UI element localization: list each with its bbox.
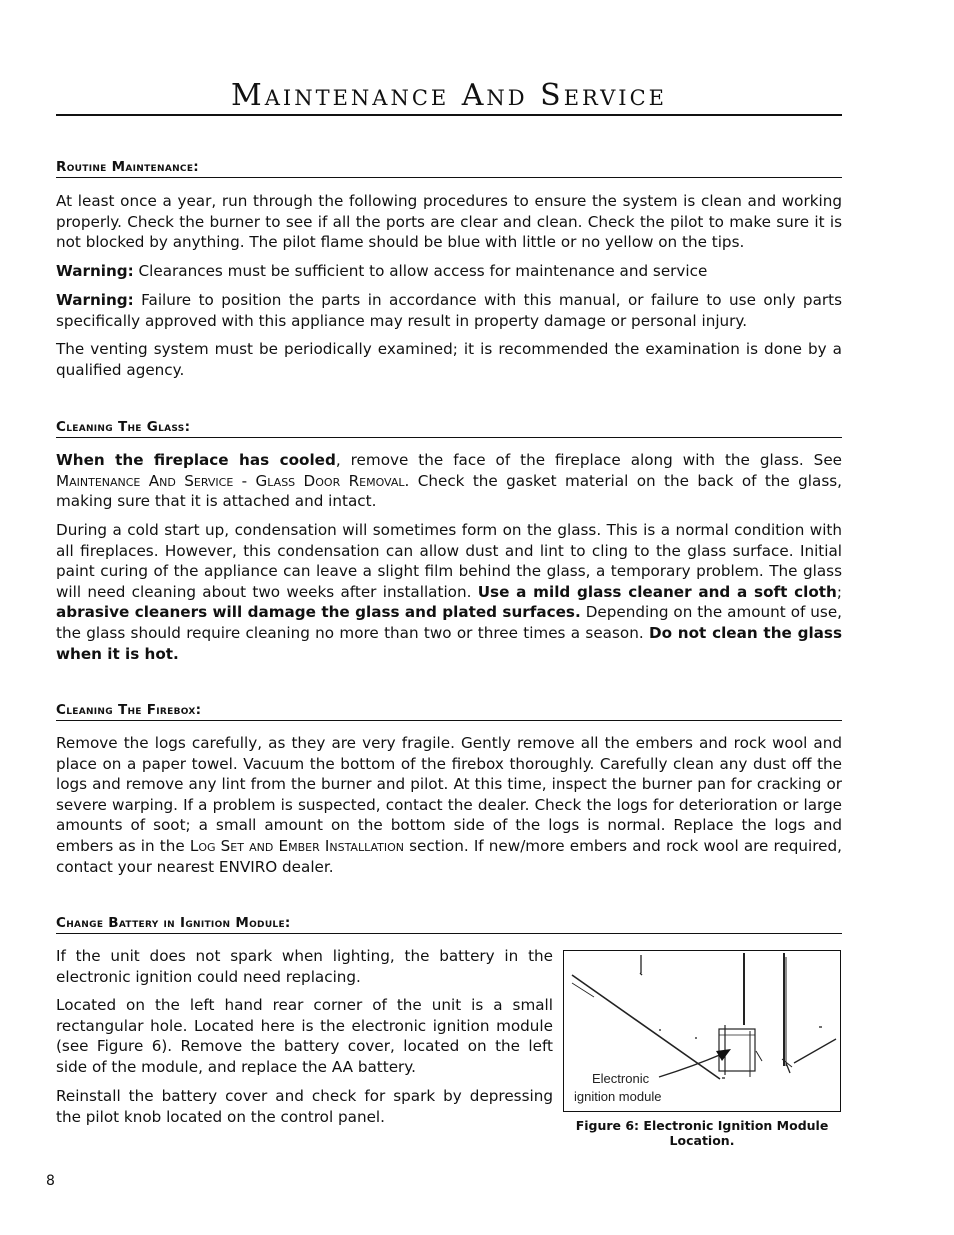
heading-cleaning-firebox: Cleaning The Firebox: — [56, 701, 842, 721]
figure-caption-line2: Location. — [669, 1133, 735, 1148]
page-title: Maintenance And Service — [231, 78, 667, 113]
firebox-paragraph — [56, 733, 842, 877]
glass-p1-text-end: . Check the gasket material on the back of the glass, making sure that it is attached and intact. — [56, 471, 842, 511]
warning-parts — [56, 290, 842, 331]
glass-p2-text: During a cold start up, condensation will sometimes form on the glass. This is a normal condition with all fireplaces. However, this condensation can allow dust and lint to cling to the glass surface. Initial paint curing of the appliance can leave a slight film behind the glass, a temporary problem. The glass will need cleaning about two weeks after installation. — [56, 521, 842, 601]
title-rule — [56, 114, 842, 116]
firebox-text-end: section. If new/more embers and rock wool are required, contact your nearest ENVIRO dealer. — [56, 836, 842, 876]
log-set-ref: Log Set and Ember Installation — [189, 836, 404, 855]
figure-ignition-module — [563, 950, 841, 1112]
battery-paragraph-3: Reinstall the battery cover and check for spark by depressing the pilot knob located on the control panel. — [56, 1087, 553, 1126]
abrasive-warning-bold: abrasive cleaners will damage the glass and plated surfaces. — [56, 603, 581, 622]
heading-cleaning-glass: Cleaning The Glass: — [56, 418, 842, 438]
page-number: 8 — [46, 1173, 55, 1189]
venting-paragraph: The venting system must be periodically examined; it is recommended the examination is done by a qualified agency. — [56, 340, 842, 379]
glass-p2-text-2: Depending on the amount of use, the glass should require cleaning no more than two or three times a season. — [56, 603, 842, 642]
firebox-text: Remove the logs carefully, as they are very fragile. Gently remove all the embers and rock wool and place on a paper towel. Vacuum the bottom of the firebox thoroughly. Carefully clean any dust off the logs and remove any lint from the burner and pilot. At this time, inspect the burner pan for cracking or severe warping. If a problem is suspected, contact the dealer. Check the logs for deterioration or large amounts of soot; a small amount on the bottom side of the logs is normal. Replace the logs and embers as in the — [56, 734, 842, 855]
battery-paragraph-2: Located on the left hand rear corner of the unit is a small rectangular hole. Located here is the electronic ignition module (see Figure 6). Remove the battery cover, located on the left side of the module, and replace the AA battery. — [56, 996, 553, 1076]
warning-label: Warning: — [56, 291, 134, 309]
warning-label: Warning: — [56, 262, 134, 280]
battery-paragraph-1: If the unit does not spark when lighting, the battery in the electronic ignition could need replacing. — [56, 947, 553, 986]
glass-paragraph-2 — [56, 520, 842, 664]
mild-cleaner-bold: Use a mild glass cleaner and a soft cloth — [477, 582, 837, 601]
heading-routine-maintenance: Routine Maintenance: — [56, 158, 842, 178]
glass-cooled-bold: When the fireplace has cooled — [56, 451, 336, 469]
glass-p1-text: , remove the face of the fireplace along with the glass. See — [335, 451, 843, 469]
figure-caption-line1: Figure 6: Electronic Ignition Module — [575, 1118, 829, 1133]
glass-door-removal-ref: Maintenance And Service - Glass Door Removal — [56, 471, 405, 490]
routine-paragraph-1: At least once a year, run through the following procedures to ensure the system is clean and working properly. Check the burner to see if all the ports are clear and clean. Check the pilot to make sure it is not blocked by anything. The pilot flame should be blue with little or no yellow on the tips. — [56, 192, 842, 252]
figure-label-line2: ignition module — [574, 1089, 662, 1104]
heading-change-battery: Change Battery in Ignition Module: — [56, 914, 842, 934]
warning-clearances — [56, 261, 842, 282]
glass-p2-sep: ; — [836, 582, 842, 601]
figure-caption — [563, 1118, 841, 1148]
warning-parts-text: Failure to position the parts in accordance with this manual, or failure to use only parts specifically approved with this appliance may result in property damage or personal injury. — [56, 291, 842, 330]
glass-paragraph-1 — [56, 450, 842, 512]
warning-clearances-text: Clearances must be sufficient to allow access for maintenance and service — [133, 262, 708, 280]
hot-glass-warning-bold: Do not clean the glass when it is hot. — [56, 623, 842, 663]
figure-label-line1: Electronic — [592, 1071, 650, 1086]
